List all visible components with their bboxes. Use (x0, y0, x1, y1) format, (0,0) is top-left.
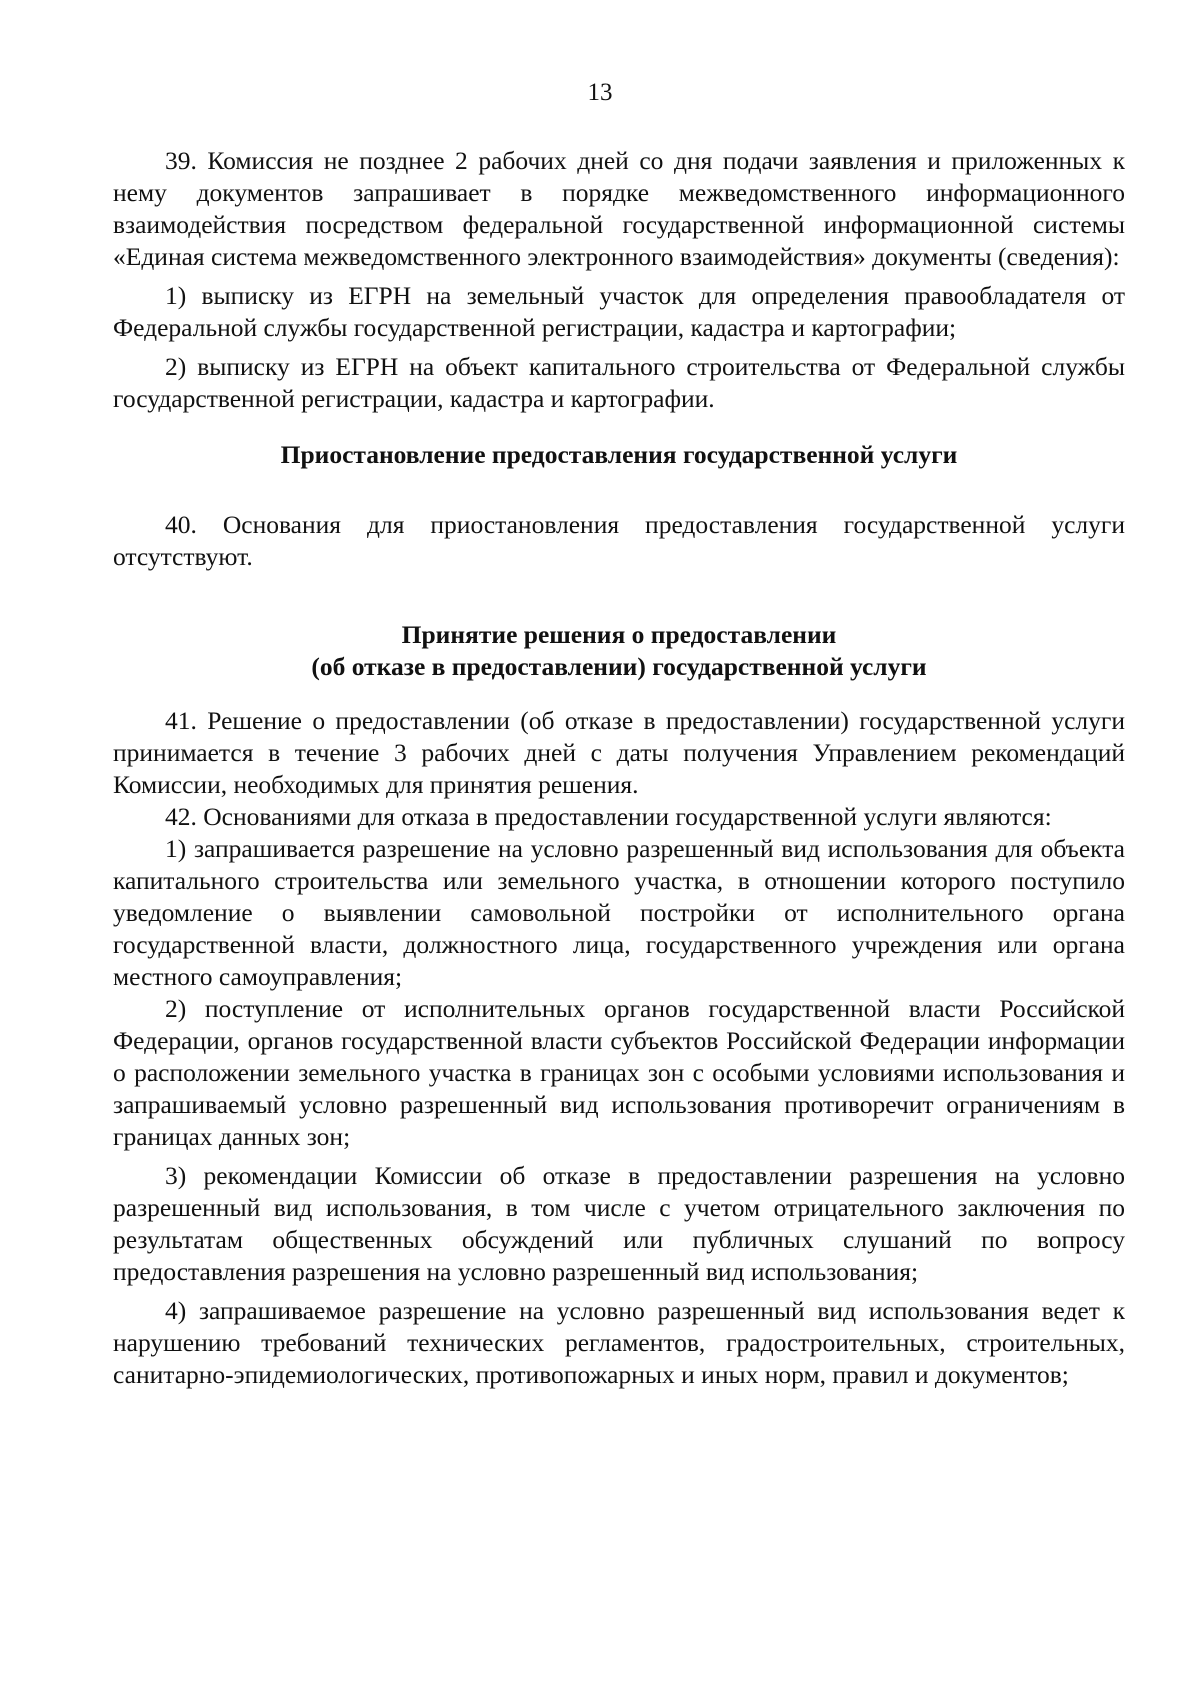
paragraph-41: 41. Решение о предоставлении (об отказе в предоставлении) государственной услуги принимается в течение 3 рабочих дней с даты получения Управлением рекомендаций Комиссии, необходимых для принятия решения. (113, 706, 1125, 799)
paragraph-42-item-1: 1) запрашивается разрешение на условно разрешенный вид использования для объекта капитального строительства или земельного участка, в отношении которого поступило уведомление о выявлении самовольной постройки от исполнительного органа государственной власти, должностного лица, государственного учреждения или органа местного самоуправления; (113, 834, 1125, 991)
section-heading-decision-line-2: (об отказе в предоставлении) государственной услуги (311, 652, 927, 681)
page-number: 13 (587, 79, 613, 106)
paragraph-42: 42. Основаниями для отказа в предоставлении государственной услуги являются: (165, 802, 1052, 831)
section-heading-suspension: Приостановление предоставления государственной услуги (280, 440, 958, 469)
paragraph-40: 40. Основания для приостановления предоставления государственной услуги отсутствуют. (113, 510, 1125, 571)
paragraph-42-item-2: 2) поступление от исполнительных органов государственной власти Российской Федерации, органов государственной власти субъектов Российской Федерации информации о расположении земельного участка в границах зон с особыми условиями использования и запрашиваемый условно разрешенный вид использования противоречит ограничениям в границах данных зон; (113, 994, 1125, 1151)
document-body (113, 145, 1125, 1391)
paragraph-42-item-4: 4) запрашиваемое разрешение на условно разрешенный вид использования ведет к нарушению требований технических регламентов, градостроительных, строительных, санитарно-эпидемиологических, противопожарных и иных норм, правил и документов; (113, 1296, 1125, 1389)
paragraph-39-item-2: 2) выписку из ЕГРН на объект капитального строительства от Федеральной службы государственной регистрации, кадастра и картографии. (113, 352, 1125, 413)
section-heading-decision-line-1: Принятие решения о предоставлении (401, 620, 837, 649)
paragraph-39-item-1: 1) выписку из ЕГРН на земельный участок для определения правообладателя от Федеральной службы государственной регистрации, кадастра и картографии; (113, 281, 1125, 342)
paragraph-39: 39. Комиссия не позднее 2 рабочих дней со дня подачи заявления и приложенных к нему документов запрашивает в порядке межведомственного информационного взаимодействия посредством федеральной государственной информационной системы «Единая система межведомственного электронного взаимодействия» документы (сведения): (113, 146, 1125, 271)
paragraph-42-item-3: 3) рекомендации Комиссии об отказе в предоставлении разрешения на условно разрешенный вид использования, в том числе с учетом отрицательного заключения по результатам общественных обсуждений или публичных слушаний по вопросу предоставления разрешения на условно разрешенный вид использования; (113, 1161, 1125, 1286)
